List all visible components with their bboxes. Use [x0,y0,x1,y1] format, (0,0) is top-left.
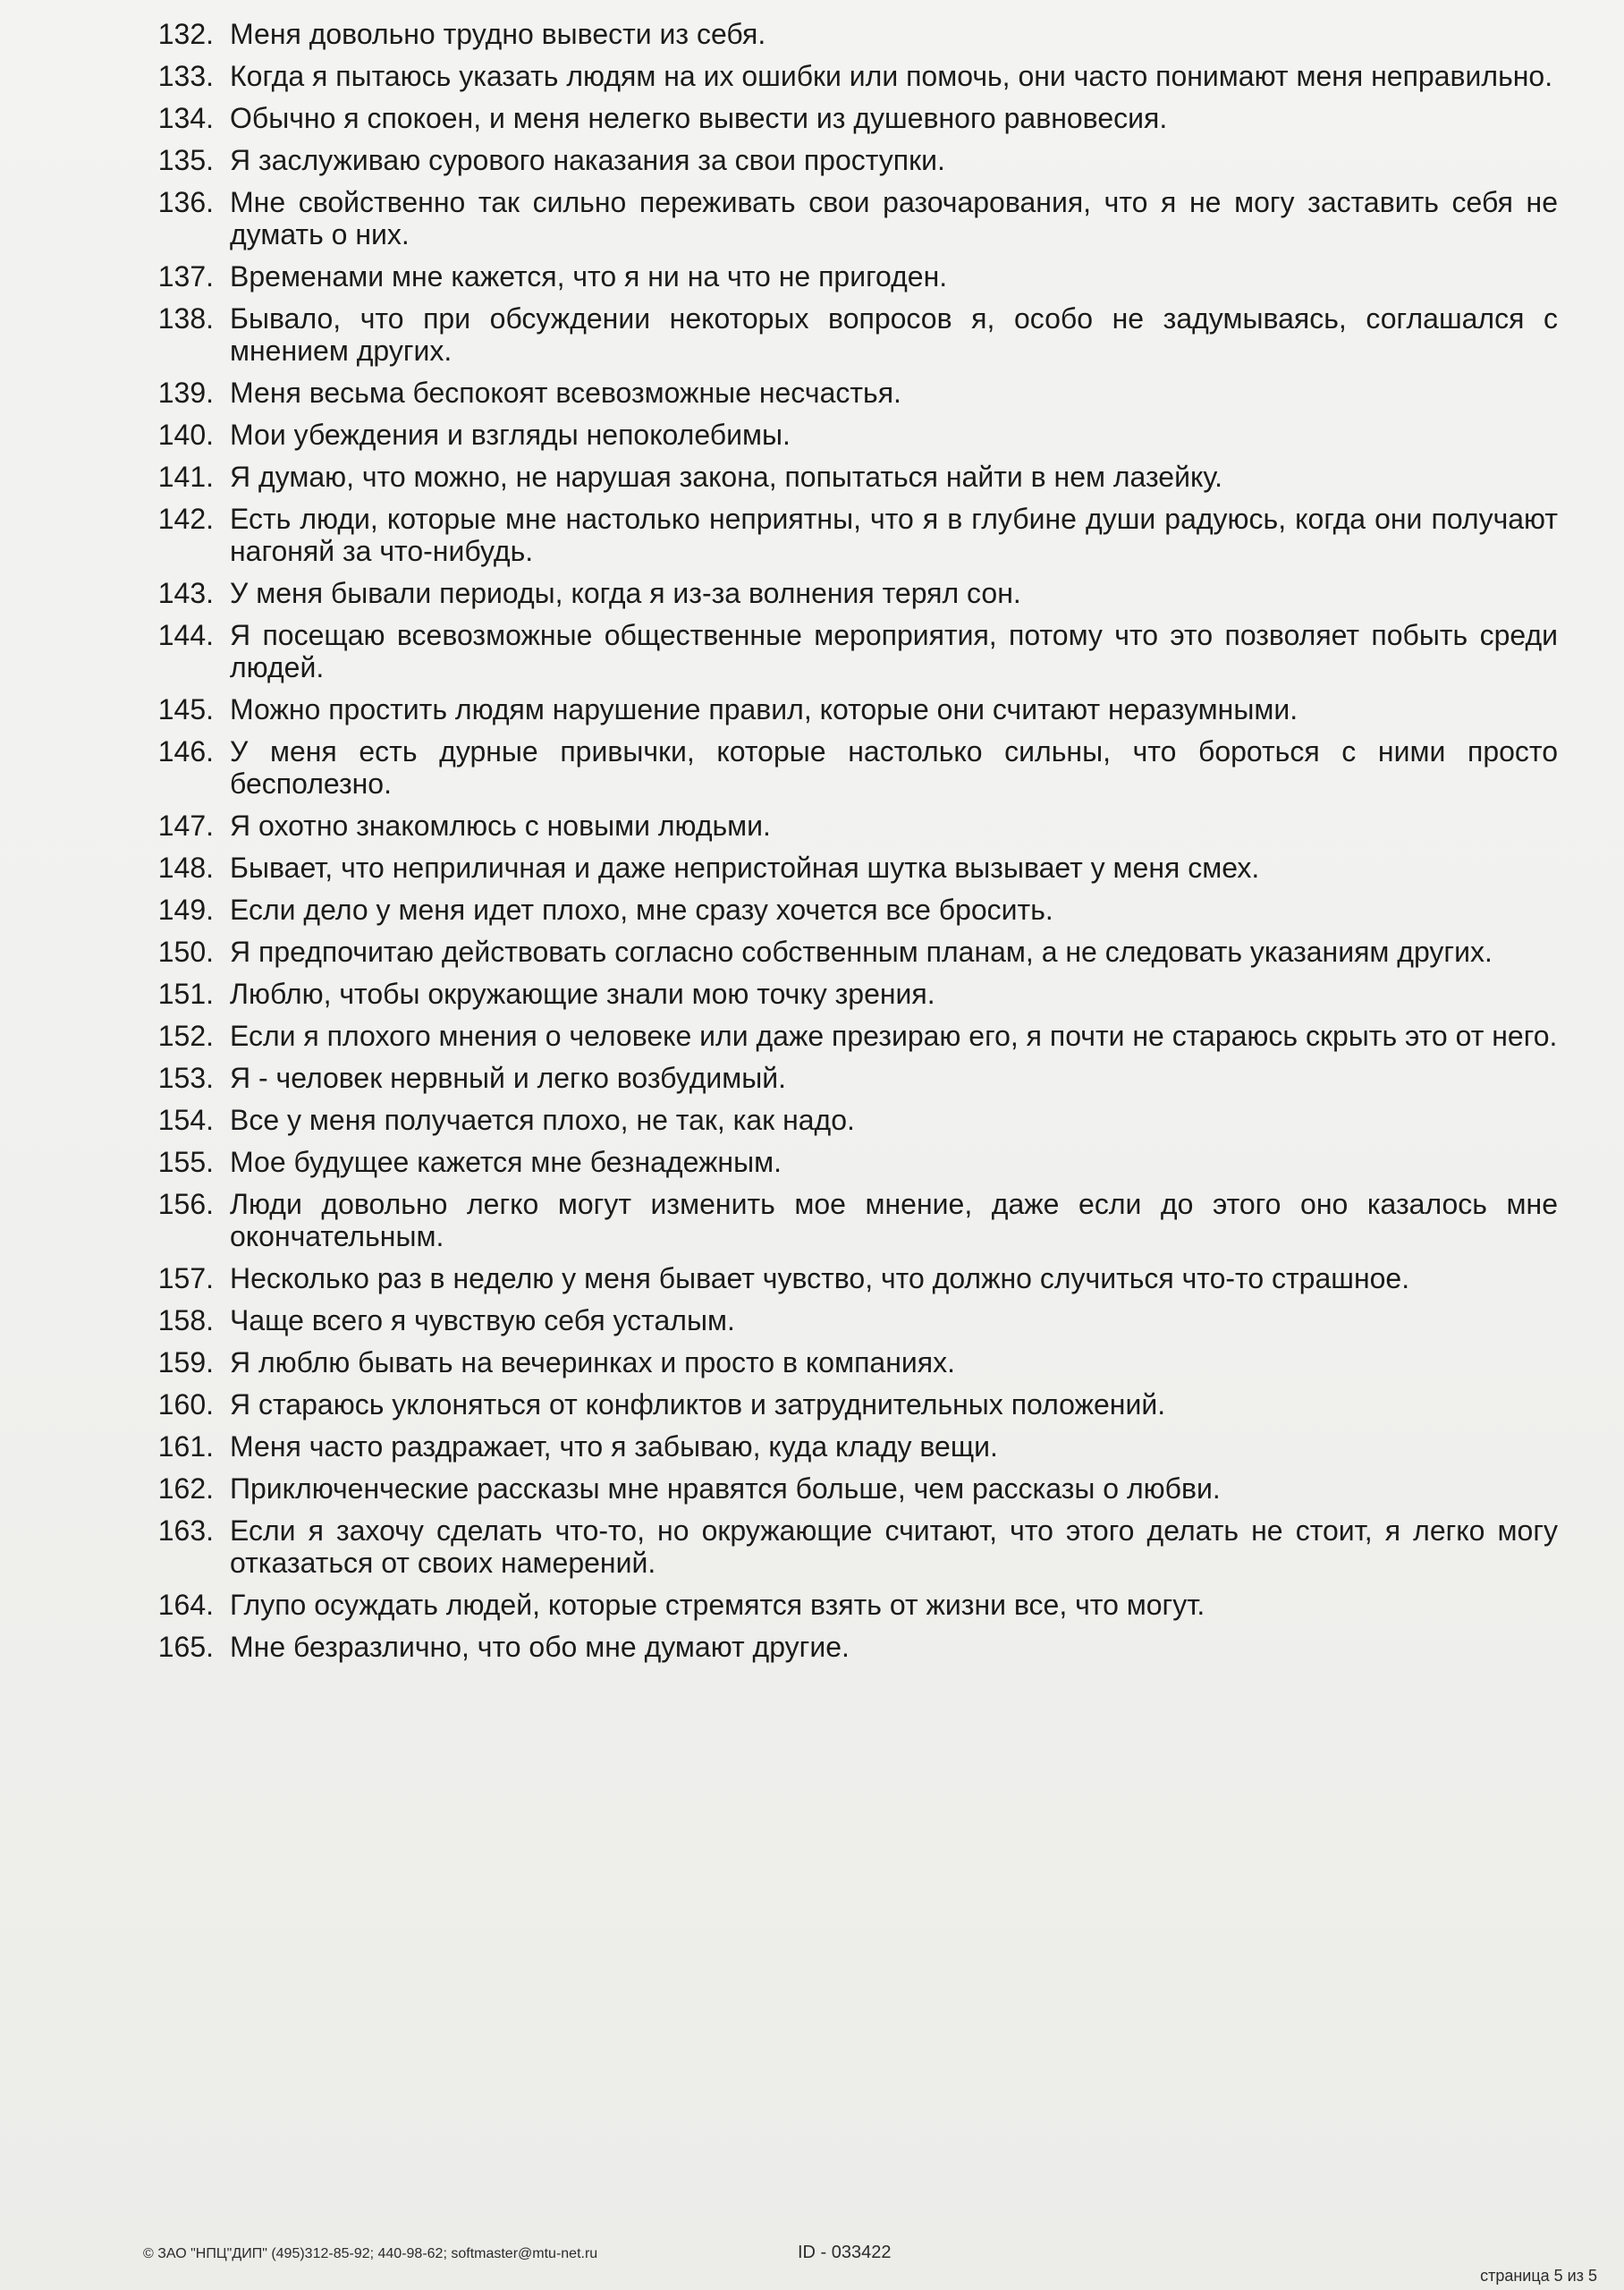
question-number: 163. [157,1514,214,1547]
question-text: Мое будущее кажется мне безнадежным. [230,1146,782,1178]
question-number: 156. [157,1188,214,1220]
question-item [130,144,1569,176]
question-item [130,894,1569,926]
question-item [130,1514,1569,1579]
question-text: Я предпочитаю действовать согласно собственным планам, а не следовать указаниям других. [230,936,1493,968]
question-item [130,260,1569,293]
question-text: Есть люди, которые мне настолько неприятны, что я в глубине души радуюсь, когда они получают нагоняй за что-нибудь. [230,503,1558,567]
question-number: 143. [157,577,214,609]
question-number: 132. [157,18,214,50]
question-text: Когда я пытаюсь указать людям на их ошибки или помочь, они часто понимают меня неправильно. [230,60,1553,92]
question-item [130,852,1569,884]
question-item [130,1188,1569,1252]
question-number: 150. [157,936,214,968]
question-item [130,18,1569,50]
question-item [130,1430,1569,1463]
question-text: Меня довольно трудно вывести из себя. [230,18,766,50]
question-number: 162. [157,1472,214,1505]
question-text: Мне свойственно так сильно переживать свои разочарования, что я не могу заставить себя не думать о них. [230,186,1558,250]
footer-copyright: © ЗАО "НПЦ"ДИП" (495)312-85-92; 440-98-62; softmaster@mtu-net.ru [143,2246,598,2261]
question-item [130,577,1569,609]
question-item [130,1472,1569,1505]
question-text: Я - человек нервный и легко возбудимый. [230,1062,787,1094]
question-text: Все у меня получается плохо, не так, как надо. [230,1104,855,1136]
question-item [130,1388,1569,1421]
question-item [130,810,1569,842]
question-text: Люди довольно легко могут изменить мое мнение, даже если до этого оно казалось мне окончательным. [230,1188,1558,1252]
question-number: 155. [157,1146,214,1178]
question-number: 144. [157,619,214,651]
question-text: У меня есть дурные привычки, которые настолько сильны, что бороться с ними просто бесполезно. [230,735,1558,800]
question-number: 161. [157,1430,214,1463]
question-text: Я стараюсь уклоняться от конфликтов и затруднительных положений. [230,1388,1166,1421]
question-number: 140. [157,419,214,451]
question-number: 139. [157,377,214,409]
question-number: 160. [157,1388,214,1421]
question-item [130,1304,1569,1336]
question-item [130,60,1569,92]
question-item [130,978,1569,1010]
question-item [130,619,1569,683]
question-text: Обычно я спокоен, и меня нелегко вывести из душевного равновесия. [230,102,1168,134]
question-item [130,1062,1569,1094]
question-number: 159. [157,1346,214,1378]
question-list [130,18,1569,1673]
question-item [130,302,1569,367]
question-number: 136. [157,186,214,218]
question-text: Я заслуживаю сурового наказания за свои проступки. [230,144,945,176]
question-number: 145. [157,693,214,725]
question-item [130,936,1569,968]
question-item [130,693,1569,725]
page-number: страница 5 из 5 [1480,2267,1597,2285]
question-text: Я посещаю всевозможные общественные мероприятия, потому что это позволяет побыть среди людей. [230,619,1558,683]
question-item [130,735,1569,800]
question-number: 152. [157,1020,214,1052]
question-number: 158. [157,1304,214,1336]
question-text: Люблю, чтобы окружающие знали мою точку зрения. [230,978,935,1010]
question-number: 154. [157,1104,214,1136]
question-text: Бывало, что при обсуждении некоторых вопросов я, особо не задумываясь, соглашался с мнением других. [230,302,1558,367]
question-text: Чаще всего я чувствую себя усталым. [230,1304,735,1336]
question-text: Если дело у меня идет плохо, мне сразу хочется все бросить. [230,894,1053,926]
question-number: 165. [157,1631,214,1663]
question-number: 153. [157,1062,214,1094]
question-text: Если я плохого мнения о человеке или даже презираю его, я почти не стараюсь скрыть это от него. [230,1020,1558,1052]
question-text: Бывает, что неприличная и даже непристойная шутка вызывает у меня смех. [230,852,1260,884]
question-number: 135. [157,144,214,176]
question-number: 142. [157,503,214,535]
question-number: 149. [157,894,214,926]
question-number: 134. [157,102,214,134]
question-item [130,1146,1569,1178]
question-item [130,186,1569,250]
question-item [130,377,1569,409]
question-number: 151. [157,978,214,1010]
question-item [130,1346,1569,1378]
question-number: 137. [157,260,214,293]
question-item [130,461,1569,493]
question-text: Временами мне кажется, что я ни на что не пригоден. [230,260,948,293]
question-text: Можно простить людям нарушение правил, которые они считают неразумными. [230,693,1298,725]
question-text: Я люблю бывать на вечеринках и просто в компаниях. [230,1346,955,1378]
question-item [130,102,1569,134]
question-item [130,503,1569,567]
question-item [130,1589,1569,1621]
question-text: Мои убеждения и взгляды непоколебимы. [230,419,791,451]
question-text: Приключенческие рассказы мне нравятся больше, чем рассказы о любви. [230,1472,1221,1505]
question-number: 148. [157,852,214,884]
question-number: 164. [157,1589,214,1621]
question-item [130,1631,1569,1663]
question-text: Меня весьма беспокоят всевозможные несчастья. [230,377,901,409]
question-number: 147. [157,810,214,842]
question-text: Глупо осуждать людей, которые стремятся взять от жизни все, что могут. [230,1589,1205,1621]
question-item [130,419,1569,451]
question-text: У меня бывали периоды, когда я из-за волнения терял сон. [230,577,1021,609]
question-number: 138. [157,302,214,335]
question-item [130,1104,1569,1136]
question-number: 146. [157,735,214,768]
question-number: 141. [157,461,214,493]
footer-id: ID - 033422 [798,2243,892,2262]
question-number: 157. [157,1262,214,1294]
question-number: 133. [157,60,214,92]
question-item [130,1020,1569,1052]
question-text: Несколько раз в неделю у меня бывает чувство, что должно случиться что-то страшное. [230,1262,1410,1294]
question-text: Я охотно знакомлюсь с новыми людьми. [230,810,771,842]
question-item [130,1262,1569,1294]
question-text: Мне безразлично, что обо мне думают другие. [230,1631,850,1663]
question-text: Если я захочу сделать что-то, но окружающие считают, что этого делать не стоит, я легко могу отказаться от своих намерений. [230,1514,1558,1579]
question-text: Я думаю, что можно, не нарушая закона, попытаться найти в нем лазейку. [230,461,1223,493]
question-text: Меня часто раздражает, что я забываю, куда кладу вещи. [230,1430,998,1463]
